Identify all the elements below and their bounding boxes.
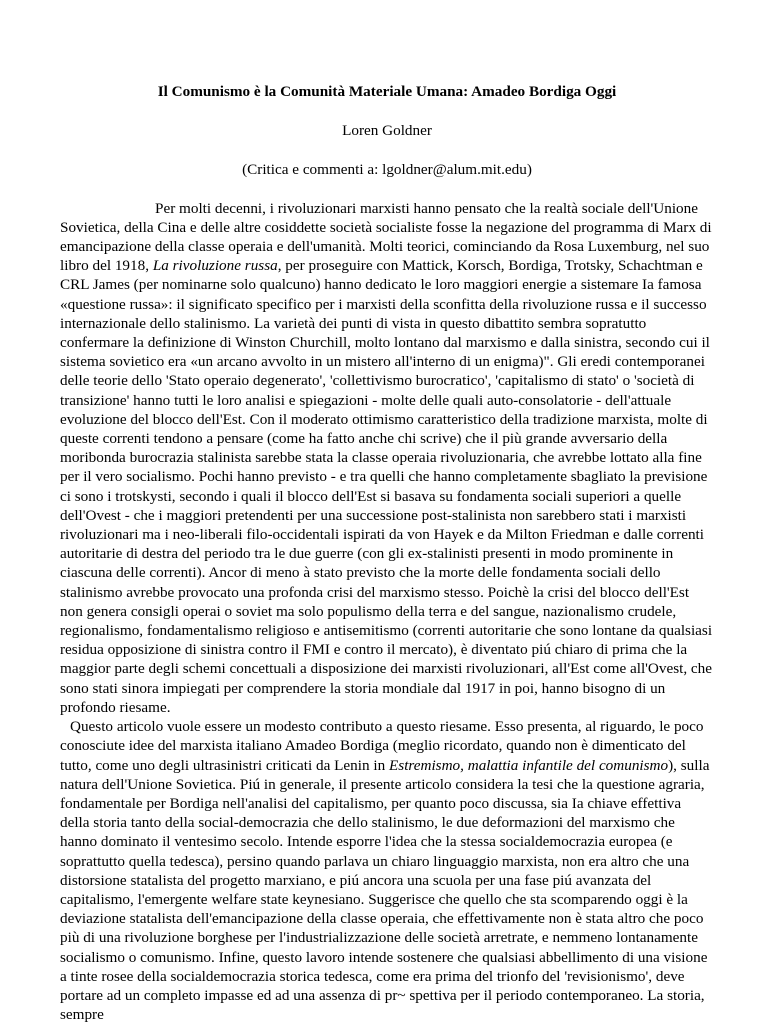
body-paragraph-1 <box>60 199 714 717</box>
document-contact: (Critica e commenti a: lgoldner@alum.mit.edu) <box>242 161 532 179</box>
book-title: La rivoluzione russa <box>152 257 278 275</box>
book-title: Estremismo, malattia infantile del comunismo <box>389 756 669 774</box>
body-paragraph-2 <box>60 717 714 1024</box>
document-page <box>60 0 714 1024</box>
document-title: Il Comunismo è la Comunità Materiale Umana: Amadeo Bordiga Oggi <box>157 83 617 100</box>
document-author: Loren Goldner <box>342 122 432 140</box>
paragraph-text: , per proseguire con Mattick, Korsch, Bordiga, Trotsky, Schachtman e CRL James (per nominarne solo qualcuno) hanno dedicato le loro maggiori energie a sistemare Ia famosa «questione russa»: il significato specifico per i marxisti della sconfitta della rivoluzione russa e il successo internazionale dello stalinismo. La varietà dei punti di vista in questo dibattito sembra sopratutto confermare la definizione di Winston Churchill, molto lontano dal marxismo e dalla sinistra, secondo cui il sistema sovietico era «un arcano avvolto in un mistero all'interno di un enigma)". Gli eredi contemporanei delle teorie dello 'Stato operaio degenerato', 'collettivismo burocratico', 'capitalismo di stato' o 'società di transizione' hanno tutti le loro analisi e spiegazioni - molte delle quali auto-consolatorie - dell'attuale evoluzione del blocco dell'Est. Con il moderato ottimismo caratteristico della tradizione marxista, molte di queste correnti tendono a pensare (come ha fatto anche chi scrive) che il più grande avversario della moribonda burocrazia stalinista sarebbe stata la classe operaia rivoluzionaria, che avrebbe lottato alla fine per il vero socialismo. Pochi hanno previsto - e tra quelli che hanno completamente sbagliato la previsione ci sono i trotskysti, secondo i quali il blocco dell'Est si basava su fondamenta sociali superiori a quelle dell'Ovest - che i maggiori pretendenti per una successione post-stalinista non sarebbero stati i marxisti rivoluzionari ma i neo-liberali filo-occidentali ispirati da von Hayek e da Milton Friedman e dalle correnti autoritarie di destra del periodo tra le due guerre (con gli ex-stalinisti presenti in modo prominente in ciascuna delle correnti). Ancor di meno à stato previsto che la morte delle fondamenta sociali dello stalinismo avrebbe provocato una profonda crisi del marxismo stesso. Poichè la crisi del blocco dell'Est non genera consigli operai o soviet ma solo populismo della terra e del sangue, nazionalismo crudele, regionalismo, fondamentalismo religioso e antisemitismo (correnti autoritarie che sono lontane da qualsiasi residua opposizione di sinistra contro il FMI e contro il mercato), è diventato piú chiaro di prima che la maggior parte degli schemi concettuali a disposizione dei marxisti rivoluzionari, all'Est come all'Ovest, che sono stati sinora impiegati per comprendere la storia mondiale dal 1917 in poi, hanno bisogno di un profondo riesame. <box>60 257 713 716</box>
paragraph-text: Questo articolo vuole essere un modesto contributo a questo riesame. Esso presenta, al riguardo, le poco conosciute idee del marxista italiano Amadeo Bordiga (meglio ricordato, quando non è dimenticato del tutto, come uno degli ultrasinistri criticati da Lenin in <box>60 718 704 774</box>
paragraph-text: ), sulla natura dell'Unione Sovietica. Piú in generale, il presente articolo considera la tesi che la questione agraria, fondamentale per Bordiga nell'analisi del capitalismo, per quanto poco discussa, sia Ia chiave effettiva della storia tanto della social-democrazia che dello stalinismo, le due deformazioni del marxismo che hanno dominato il ventesimo secolo. Intende esporre l'idea che la stessa socialdemocrazia europea (e soprattutto quella tedesca), persino quando parlava un chiaro linguaggio marxista, non era altro che una distorsione statalista del progetto marxiano, e piú ancora una scuola per una fase piú avanzata del capitalismo, l'emergente welfare state keynesiano. Suggerisce che quello che sta scomparendo oggi è la deviazione statalista dell'emancipazione della classe operaia, che effettivamente non è stata altro che poco più di una rivoluzione borghese per l'industrializzazione delle società arretrate, e nemmeno lontanamente socialismo o comunismo. Infine, questo lavoro intende sostenere che qualsiasi abbellimento di una visione a tinte rosee della socialdemocrazia storica tedesca, come era prima del trionfo del 'revisionismo', deve portare ad un completo impasse ed ad una assenza di pr~ spettiva per il periodo contemporaneo. La storia, sempre <box>60 756 710 1024</box>
paragraph-text: Per molti decenni, i rivoluzionari marxisti hanno pensato che la realtà sociale dell'Unione Sovietica, della Cina e delle altre cosiddette società socialiste fosse la negazione del programma di Marx di emancipazione della classe operaia e dell'umanità. Molti teorici, cominciando da Rosa Luxemburg, nel suo libro del 1918, <box>60 199 712 275</box>
